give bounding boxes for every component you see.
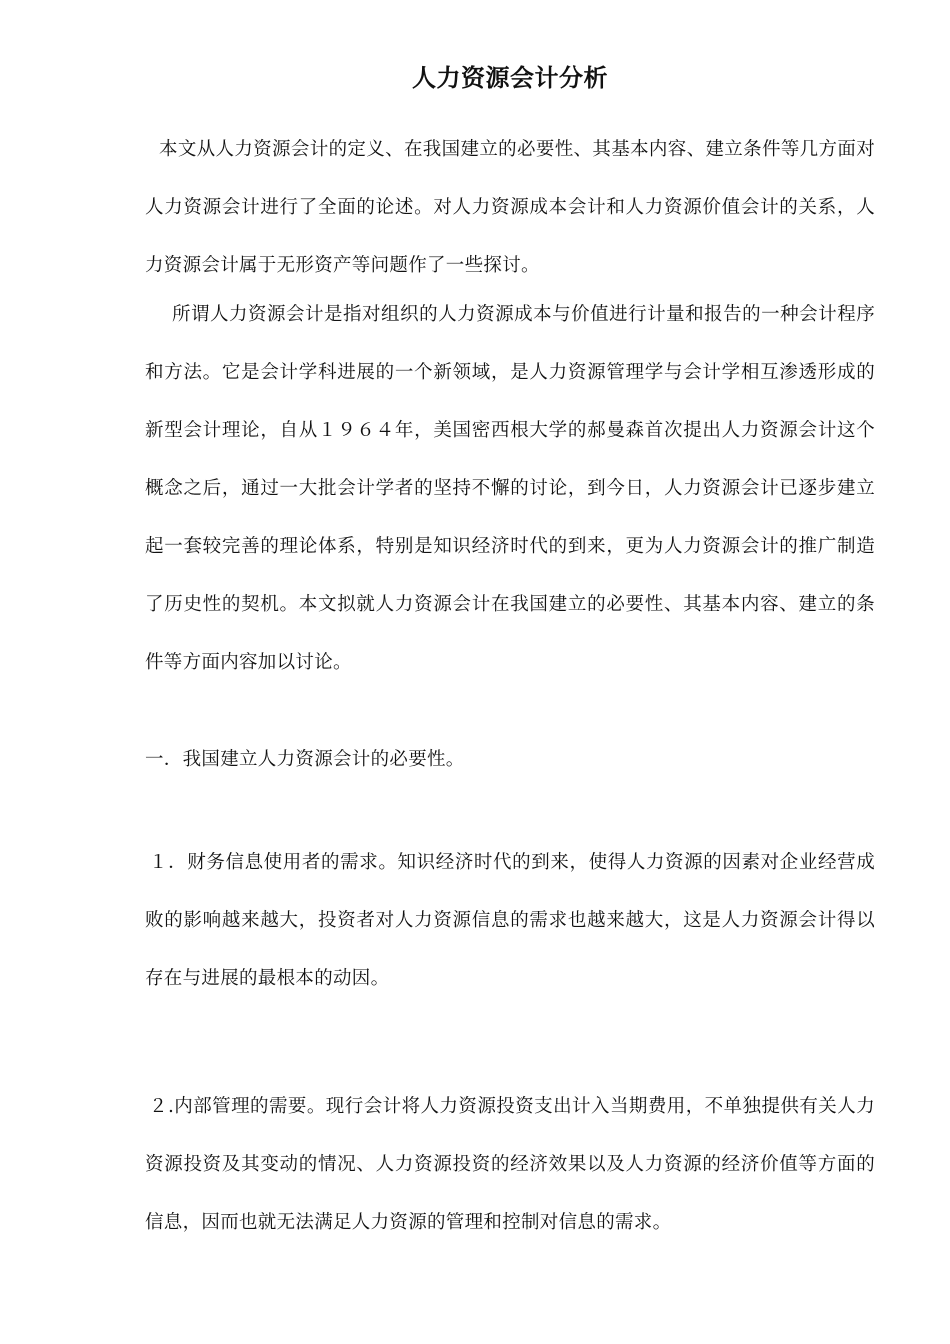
abstract-paragraph: 本文从人力资源会计的定义、在我国建立的必要性、其基本内容、建立条件等几方面对人力资源会计进行了全面的论述。对人力资源成本会计和人力资源价值会计的关系，人力资源会计属于无形资产等问题作了一些探讨。 bbox=[145, 139, 875, 276]
intro-paragraph: 所谓人力资源会计是指对组织的人力资源成本与价值进行计量和报告的一种会计程序和方法。它是会计学科进展的一个新领域，是人力资源管理学与会计学相互渗透形成的新型会计理论，自从１９６４年，美国密西根大学的郝曼森首次提出人力资源会计这个概念之后，通过一大批会计学者的坚持不懈的讨论，到今日，人力资源会计已逐步建立起一套较完善的理论体系，特别是知识经济时代的到来，更为人力资源会计的推广制造了历史性的契机。本文拟就人力资源会计在我国建立的必要性、其基本内容、建立的条件等方面内容加以讨论。 bbox=[145, 304, 875, 673]
list-item: ２.内部管理的需要。现行会计将人力资源投资支出计入当期费用，不单独提供有关人力资源投资及其变动的情况、人力资源投资的经济效果以及人力资源的经济价值等方面的信息，因而也就无法满足人力资源的管理和控制对信息的需求。 bbox=[145, 1096, 875, 1233]
section-heading: 一．我国建立人力资源会计的必要性。 bbox=[145, 749, 465, 770]
document-title: 人力资源会计分析 bbox=[412, 63, 608, 92]
list-item: １．财务信息使用者的需求。知识经济时代的到来，使得人力资源的因素对企业经营成败的影响越来越大，投资者对人力资源信息的需求也越来越大，这是人力资源会计得以存在与进展的最根本的动因。 bbox=[145, 852, 875, 989]
